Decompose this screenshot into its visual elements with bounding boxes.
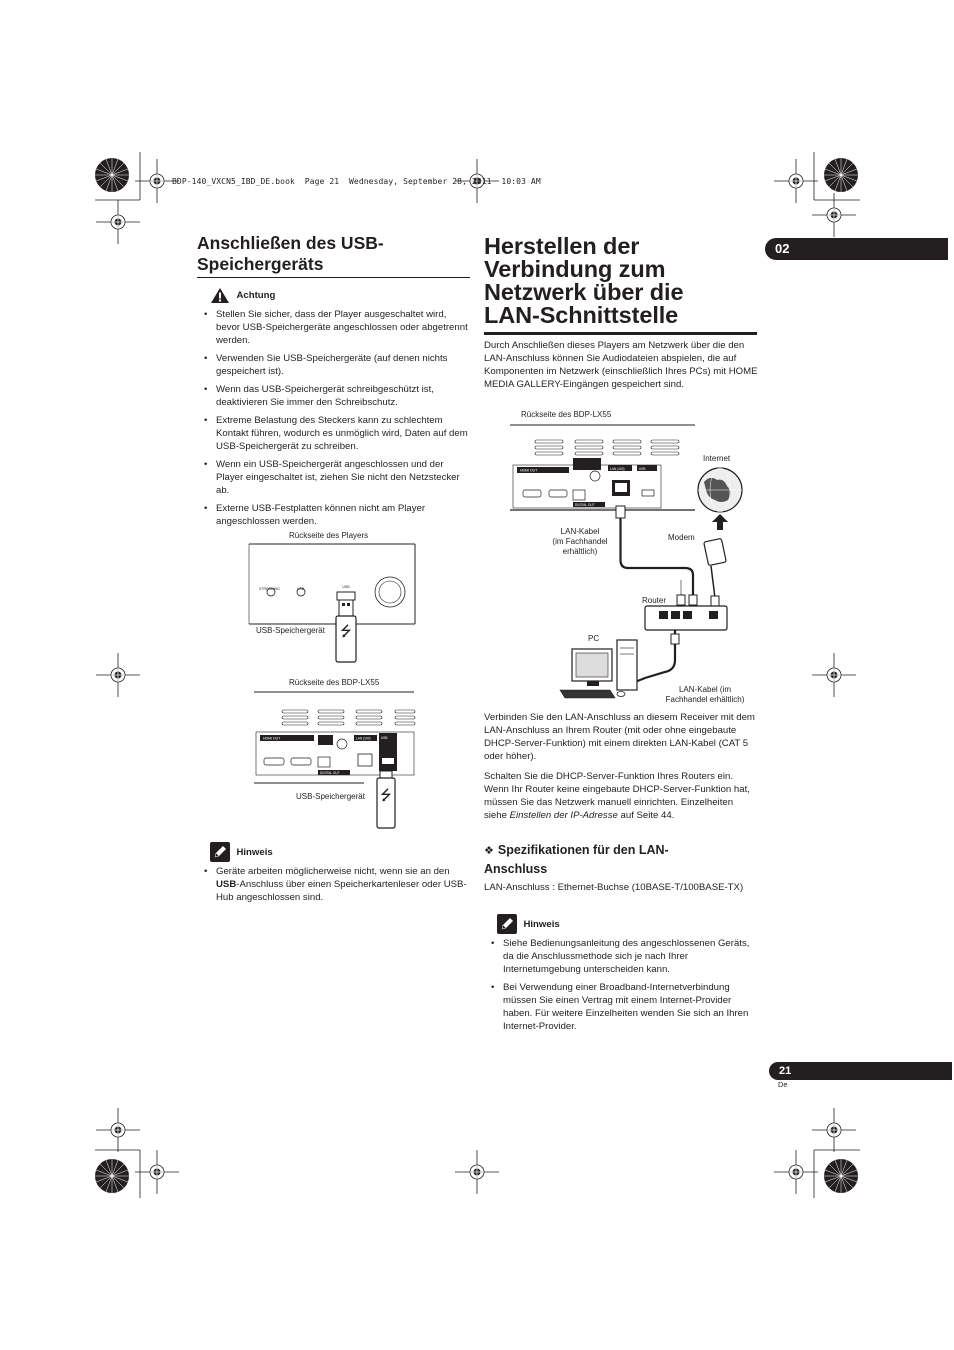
note-header-right	[497, 914, 560, 934]
heading-rule-right	[484, 332, 757, 335]
list-item: • Geräte arbeiten möglicherweise nicht, wenn sie an den USB-Anschluss über einen Speicherkartenleser oder USB-Hub angeschlossen sind.	[204, 865, 470, 904]
list-item: • Extreme Belastung des Steckers kann zu schlechtem Kontakt führen, wodurch es unmöglich wird, Daten auf dem USB-Speichergerät zu schreiben.	[204, 414, 470, 453]
page-number: 21	[769, 1062, 952, 1080]
figure2-caption: Rückseite des BDP-LX55	[289, 678, 380, 687]
pc-label: PC	[588, 634, 600, 643]
spec-text: LAN-Anschluss : Ethernet-Buchse (10BASE-T/100BASE-TX)	[484, 882, 744, 893]
connection-paragraphs: Verbinden Sie den LAN-Anschluss an diesem Receiver mit dem LAN-Anschluss an Ihrem Router (mit oder ohne eingebaute DHCP-Server-Funktion) mit einem direkten LAN-Kabel (CAT 5 oder höher). Schalten Sie die DHCP-Server-Funktion Ihres Routers ein. Wenn Ihr Router keine eingebaute DHCP-Server-Funktion hat, müssen Sie das Netzwerk manuell einrichten. Einzelheiten siehe Einstellen der IP-Adresse auf Seite 44.	[484, 712, 755, 821]
panel-label: USB	[342, 585, 350, 589]
svg-text:⭍: ⭍	[380, 787, 392, 803]
note-pencil-icon	[210, 842, 230, 862]
section-heading-lan: Herstellen der Verbindung zum Netzwerk über die LAN-Schnittstelle	[484, 233, 684, 328]
panel-label: HDMI OUT	[263, 736, 281, 741]
lan-cable-label-2: LAN-Kabel (im Fachhandel erhältlich)	[665, 685, 745, 704]
note-list-right	[491, 937, 758, 1038]
bdp-lx55-rear-figure	[254, 688, 419, 833]
caution-list	[204, 308, 470, 533]
note-label: Hinweis	[523, 918, 560, 930]
panel-label: DIGITAL OUT	[575, 503, 595, 507]
list-item: • Bei Verwendung einer Broadband-Internetverbindung müssen Sie einen Vertrag mit einem Internet-Provider haben. Für weitere Einzelheiten wenden Sie sich an Ihren Internet-Provider.	[491, 981, 758, 1033]
section-heading-usb: Anschließen des USB-Speichergeräts	[197, 233, 384, 274]
list-item: • Verwenden Sie USB-Speichergeräte (auf denen nichts gespeichert ist).	[204, 352, 470, 378]
intro-paragraph: Durch Anschließen dieses Players am Netzwerk über die den LAN-Anschluss können Sie Audiodateien abspielen, die auf Komponenten im Netzwerk (einschließlich Ihres PCs) mit HOME MEDIA GALLERY-Eingängen gespeichert sind.	[484, 340, 758, 390]
svg-text:⭍: ⭍	[340, 623, 352, 639]
figure1-panel-text	[247, 540, 427, 600]
router-label: Router	[642, 596, 667, 605]
panel-label: LAN (100)	[610, 467, 625, 471]
list-item: • Externe USB-Festplatten können nicht am Player angeschlossen werden.	[204, 502, 470, 528]
diamond-bullet-icon: ❖	[484, 845, 494, 857]
heading-rule-left	[197, 277, 470, 278]
list-item: • Wenn ein USB-Speichergerät angeschlossen und der Player eingeschaltet ist, ziehen Sie nicht den Netzstecker ab.	[204, 458, 470, 497]
note-pencil-icon	[497, 914, 517, 934]
modem-label: Modem	[668, 533, 695, 542]
spec-heading: ❖ Spezifikationen für den LAN- Anschluss	[484, 843, 669, 876]
figure2-device-label: USB-Speichergerät	[296, 792, 365, 801]
panel-label: STREAMING	[259, 587, 280, 591]
left-column	[197, 233, 470, 275]
figure1-device-label: USB-Speichergerät	[256, 626, 325, 635]
figure1-caption: Rückseite des Players	[289, 531, 369, 540]
chapter-tab: 02	[765, 238, 948, 260]
warning-icon	[210, 287, 230, 304]
print-slug: BDP-140_VXCN5_IBD_DE.book Page 21 Wednesday, September 28, 2011 10:03 AM	[172, 177, 541, 186]
list-item: • Stellen Sie sicher, dass der Player ausgeschaltet wird, bevor USB-Speichergeräte angeschlossen oder abgetrennt werden.	[204, 308, 470, 347]
panel-label: LAN (100)	[356, 736, 371, 741]
language-code: De	[778, 1080, 788, 1089]
panel-label: USB	[639, 467, 646, 471]
panel-label: USB	[381, 736, 388, 740]
panel-label: USB	[297, 587, 305, 591]
list-item: • Siehe Bedienungsanleitung des angeschlossenen Geräts, da die Anschlussmethode sich je nach Ihrer Internetumgebung unterscheiden kann.	[491, 937, 758, 976]
internet-label: Internet	[703, 454, 731, 463]
lan-cable-label-1: LAN-Kabel (im Fachhandel erhältlich)	[552, 527, 608, 556]
note-list-left	[204, 865, 470, 909]
panel-label: DIGITAL OUT	[320, 771, 340, 775]
caution-header	[210, 287, 275, 303]
panel-label: HDMI OUT	[520, 468, 538, 473]
list-item: • Wenn das USB-Speichergerät schreibgeschützt ist, deaktivieren Sie immer den Schreibschutz.	[204, 383, 470, 409]
caution-label: Achtung	[236, 290, 276, 302]
note-header-left	[210, 842, 273, 862]
note-label: Hinweis	[236, 846, 273, 858]
network-diagram-caption: Rückseite des BDP-LX55	[521, 410, 612, 419]
